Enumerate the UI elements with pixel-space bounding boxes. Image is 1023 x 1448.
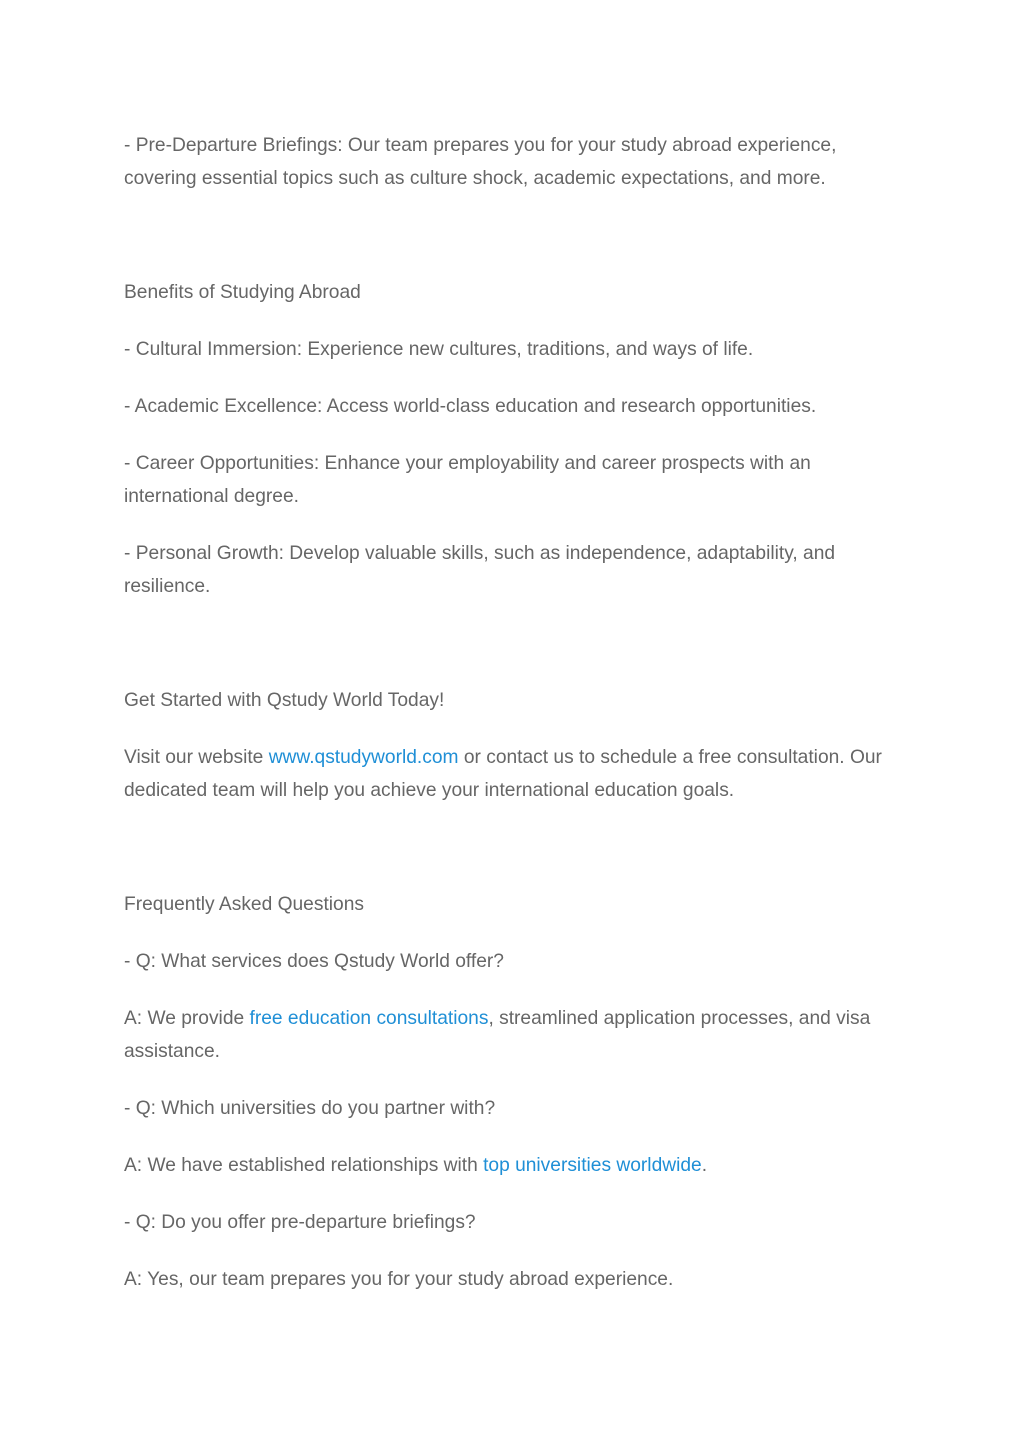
pre-departure-paragraph: - Pre-Departure Briefings: Our team prepares you for your study abroad experience, covering essential topics such as culture shock, academic expectations, and more. bbox=[124, 135, 837, 189]
paragraph-spacer bbox=[124, 513, 914, 537]
top-universities-link[interactable]: top universities worldwide bbox=[483, 1155, 702, 1176]
paragraph-spacer bbox=[124, 978, 914, 1002]
faq-answer-2-before: A: We have established relationships with bbox=[124, 1155, 484, 1176]
get-started-heading: Get Started with Qstudy World Today! bbox=[124, 690, 445, 711]
document-content bbox=[124, 129, 914, 1296]
paragraph-spacer bbox=[124, 1068, 914, 1092]
benefit-item-cultural: - Cultural Immersion: Experience new cultures, traditions, and ways of life. bbox=[124, 339, 754, 360]
paragraph-spacer bbox=[124, 1125, 914, 1149]
benefits-heading: Benefits of Studying Abroad bbox=[124, 282, 361, 303]
benefit-item-career: - Career Opportunities: Enhance your employability and career prospects with an international degree. bbox=[124, 453, 811, 507]
faq-answer-1-after: , streamlined application processes, and visa assistance. bbox=[124, 1008, 871, 1062]
faq-question-2: - Q: Which universities do you partner with? bbox=[124, 1098, 496, 1119]
faq-answer-3: A: Yes, our team prepares you for your study abroad experience. bbox=[124, 1269, 674, 1290]
faq-answer-2-after: . bbox=[701, 1155, 708, 1176]
section-spacer bbox=[124, 807, 914, 888]
website-link[interactable]: www.qstudyworld.com bbox=[268, 747, 459, 768]
faq-answer-2 bbox=[124, 1149, 914, 1182]
get-started-paragraph bbox=[124, 741, 914, 807]
paragraph-spacer bbox=[124, 921, 914, 945]
get-started-text-after: or contact us to schedule a free consultation. Our dedicated team will help you achieve your international education goals. bbox=[124, 747, 882, 801]
paragraph-spacer bbox=[124, 309, 914, 333]
get-started-text-before: Visit our website bbox=[124, 747, 269, 768]
paragraph-spacer bbox=[124, 366, 914, 390]
faq-question-1: - Q: What services does Qstudy World offer? bbox=[124, 951, 504, 972]
section-spacer bbox=[124, 603, 914, 684]
free-consultations-link[interactable]: free education consultations bbox=[249, 1008, 489, 1029]
faq-answer-1 bbox=[124, 1002, 914, 1068]
paragraph-spacer bbox=[124, 1182, 914, 1206]
section-spacer bbox=[124, 195, 914, 276]
faq-heading: Frequently Asked Questions bbox=[124, 894, 364, 915]
benefit-item-growth: - Personal Growth: Develop valuable skills, such as independence, adaptability, and resilience. bbox=[124, 543, 836, 597]
faq-question-3: - Q: Do you offer pre-departure briefings? bbox=[124, 1212, 476, 1233]
benefit-item-academic: - Academic Excellence: Access world-class education and research opportunities. bbox=[124, 396, 817, 417]
paragraph-spacer bbox=[124, 717, 914, 741]
paragraph-spacer bbox=[124, 1239, 914, 1263]
paragraph-spacer bbox=[124, 423, 914, 447]
faq-answer-1-before: A: We provide bbox=[124, 1008, 250, 1029]
